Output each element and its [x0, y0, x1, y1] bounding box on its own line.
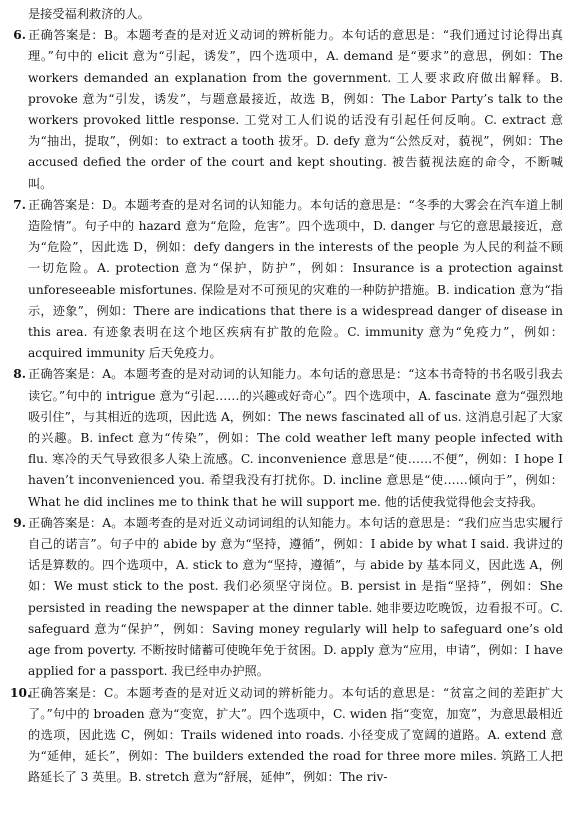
item-number: 8. [13, 367, 26, 382]
item-explanation: 正确答案是：B。本题考查的是对近义动词的辨析能力。本句话的意思是：“我们通过讨论得出真理。”句中的 elicit 意为“引起，诱发”，四个选项中，A. demand 是“要求”的意思，例如：The workers demanded an explanation from the government. 工人要求政府做出解释。B. provoke 意为“引发，诱发”，与题意最接近，故选 B，例如：The Labor Party’s talk to the workers provoked little response. 工党对工人们说的话没有引起任何反响。C. extract 意为“抽出，提取”，例如：to extract a tooth 拔牙。D. defy 意为“公然反对，藐视”，例如：The accused defied the order of the court and kept shouting. 被告藐视法庭的命令，不断喊叫。 [28, 28, 563, 191]
item-number: 6. [13, 28, 26, 43]
answer-item-10 [10, 683, 563, 789]
answer-item-6 [14, 25, 563, 195]
item-number: 10. [10, 685, 32, 700]
item-explanation: 正确答案是：C。本题考查的是对近义动词的辨析能力。本句话的意思是：“贫富之间的差距扩大了。”句中的 broaden 意为“变宽，扩大”。四个选项中，C. widen 指“变宽，加宽”，为意思最相近的选项，因此选 C，例如：Trails widened into roads. 小径变成了宽阔的道路。A. extend 意为“延伸，延长”，例如：The builders extended the road for three more miles. 筑路工人把路延长了 3 英里。B. stretch 意为“舒展，延伸”，例如：The riv- [28, 685, 563, 785]
item-number: 9. [13, 515, 26, 530]
answer-item-7 [14, 195, 563, 365]
item-explanation: 正确答案是：A。本题考查的是对近义动词词组的认知能力。本句话的意思是：“我们应当忠实履行自己的诺言”。句子中的 abide by 意为“坚持，遵循”，例如：I abide by what I said. 我讲过的话是算数的。四个选项中，A. stick to 意为“坚持，遵循”，与 abide by 基本同义，因此选 A，例如：We must stick to the post. 我们必须坚守岗位。B. persist in 是指“坚持”，例如：She persisted in reading the newspaper at the dinner table. 她非要边吃晚饭，边看报不可。C. safeguard 意为“保护”，例如：Saving money regularly will help to safeguard one’s old age from poverty. 不断按时储蓄可使晚年免于贫困。D. apply 意为“应用，申请”，例如：I have applied for a passport. 我已经申办护照。 [28, 515, 563, 679]
intro-line: 是接受福利救济的人。 [28, 7, 150, 21]
item-number: 7. [13, 197, 26, 212]
item-explanation: 正确答案是：D。本题考查的是对名词的认知能力。本句话的意思是：“冬季的大雾会在汽车道上制造险情”。句子中的 hazard 意为“危险，危害”。四个选项中，D. danger 与它的意思最接近，意为“危险”，因此选 D，例如：defy dangers in the interests of the people 为人民的利益不顾一切危险。A. protection 意为“保护，防护”，例如：Insurance is a protection against unforeseeable misfortunes. 保险是对不可预见的灾难的一种防护措施。B. indication 意为“指示，迹象”，例如：There are indications that there is a widespread danger of disease in this area. 有迹象表明在这个地区疾病有扩散的危险。C. immunity 意为“免疫力”，例如：acquired immunity 后天免疫力。 [28, 197, 563, 361]
item-explanation: 正确答案是：A。本题考查的是对动词的认知能力。本句话的意思是：“这本书奇特的书名吸引我去读它。”句中的 intrigue 意为“引起……的兴趣或好奇心”。四个选项中，A. fascinate 意为“强烈地吸引住”，与其相近的选项，因此选 A，例如：The news fascinated all of us. 这消息引起了大家的兴趣。B. infect 意为“传染”，例如：The cold weather left many people infected with flu. 寒冷的天气导致很多人染上流感。C. inconvenience 意思是“使……不便”，例如：I hope I haven’t inconvenienced you. 希望我没有打扰你。D. incline 意思是“使……倾向于”，例如：What he did inclines me to think that he will support me. 他的话使我觉得他会支持我。 [28, 367, 563, 509]
answer-item-8 [14, 364, 563, 512]
answer-item-9 [14, 513, 563, 683]
